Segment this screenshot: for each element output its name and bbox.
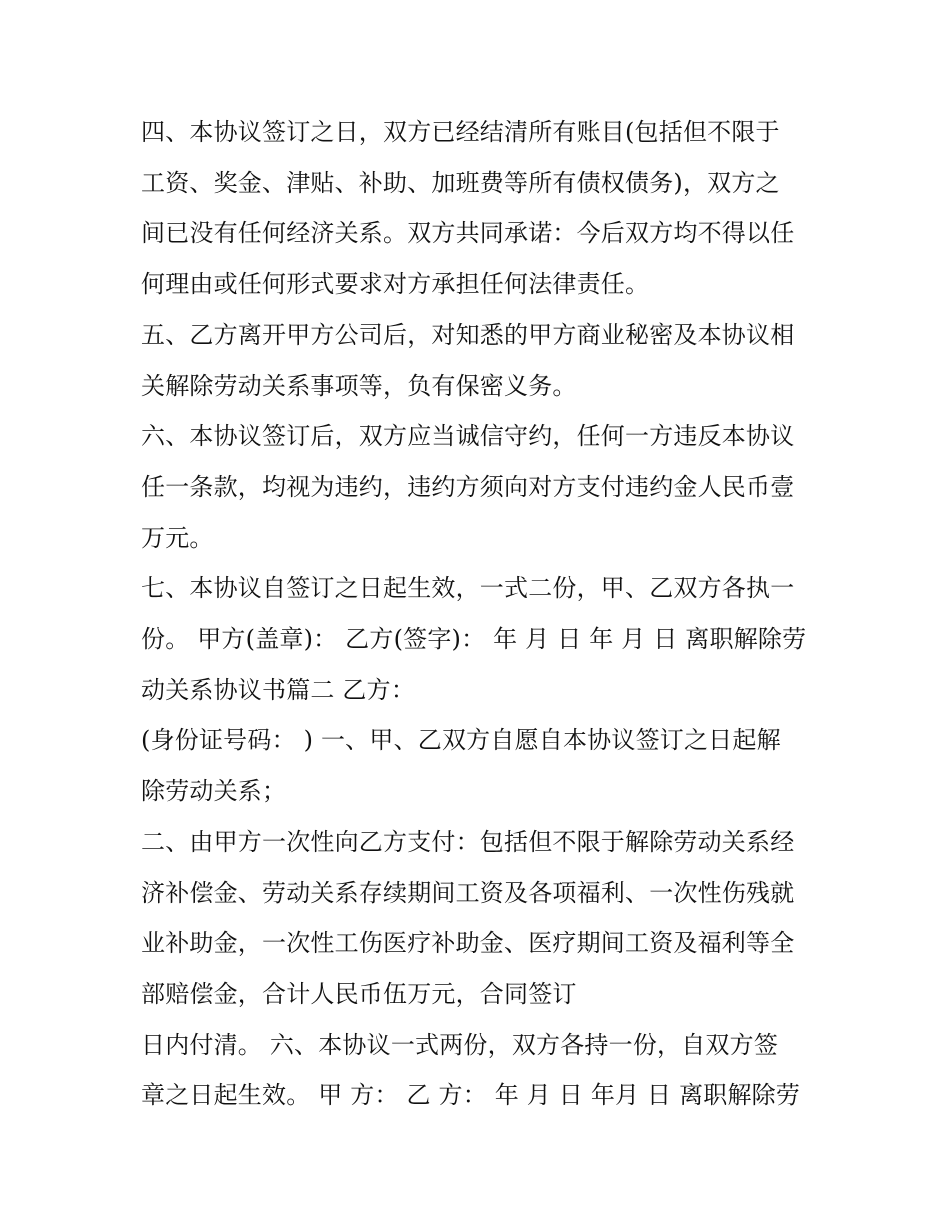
text-line: 章之日起生效。 甲 方： 乙 方： 年 月 日 年月 日 离职解除劳 xyxy=(141,1081,801,1110)
text-line: 任一条款，均视为违约，违约方须向对方支付违约金人民币壹 xyxy=(141,472,795,501)
text-line: 间已没有任何经济关系。双方共同承诺：今后双方均不得以任 xyxy=(141,219,795,248)
text-line: 七、本协议自签订之日起生效，一式二份，甲、乙双方各执一 xyxy=(141,574,795,603)
text-line: 五、乙方离开甲方公司后，对知悉的甲方商业秘密及本协议相 xyxy=(141,320,795,349)
text-line: (身份证号码： ) 一、甲、乙双方自愿自本协议签订之日起解 xyxy=(141,726,781,755)
text-line: 四、本协议签订之日，双方已经结清所有账目(包括但不限于 xyxy=(141,118,780,146)
text-line: 六、本协议签订后，双方应当诚信守约，任何一方违反本协议 xyxy=(141,422,795,451)
text-line: 工资、奖金、津贴、补助、加班费等所有债权债务)，双方之 xyxy=(141,168,780,197)
text-line: 何理由或任何形式要求对方承担任何法律责任。 xyxy=(141,270,650,299)
text-line: 日内付清。 六、本协议一式两份，双方各持一份，自双方签 xyxy=(141,1030,779,1059)
document-body xyxy=(141,107,821,1121)
text-line: 部赔偿金，合计人民币伍万元，合同签订 xyxy=(141,979,577,1008)
text-line: 业补助金，一次性工伤医疗补助金、医疗期间工资及福利等全 xyxy=(141,929,795,958)
text-line: 关解除劳动关系事项等，负有保密义务。 xyxy=(141,371,577,400)
text-line: 二、由甲方一次性向乙方支付：包括但不限于解除劳动关系经 xyxy=(141,827,795,856)
text-line: 万元。 xyxy=(141,523,214,552)
text-line: 除劳动关系； xyxy=(141,777,287,806)
text-line: 动关系协议书篇二 乙方： xyxy=(141,675,416,704)
text-line: 份。 甲方(盖章)： 乙方(签字)： 年 月 日 年 月 日 离职解除劳 xyxy=(141,625,807,654)
text-line: 济补偿金、劳动关系存续期间工资及各项福利、一次性伤残就 xyxy=(141,878,795,907)
